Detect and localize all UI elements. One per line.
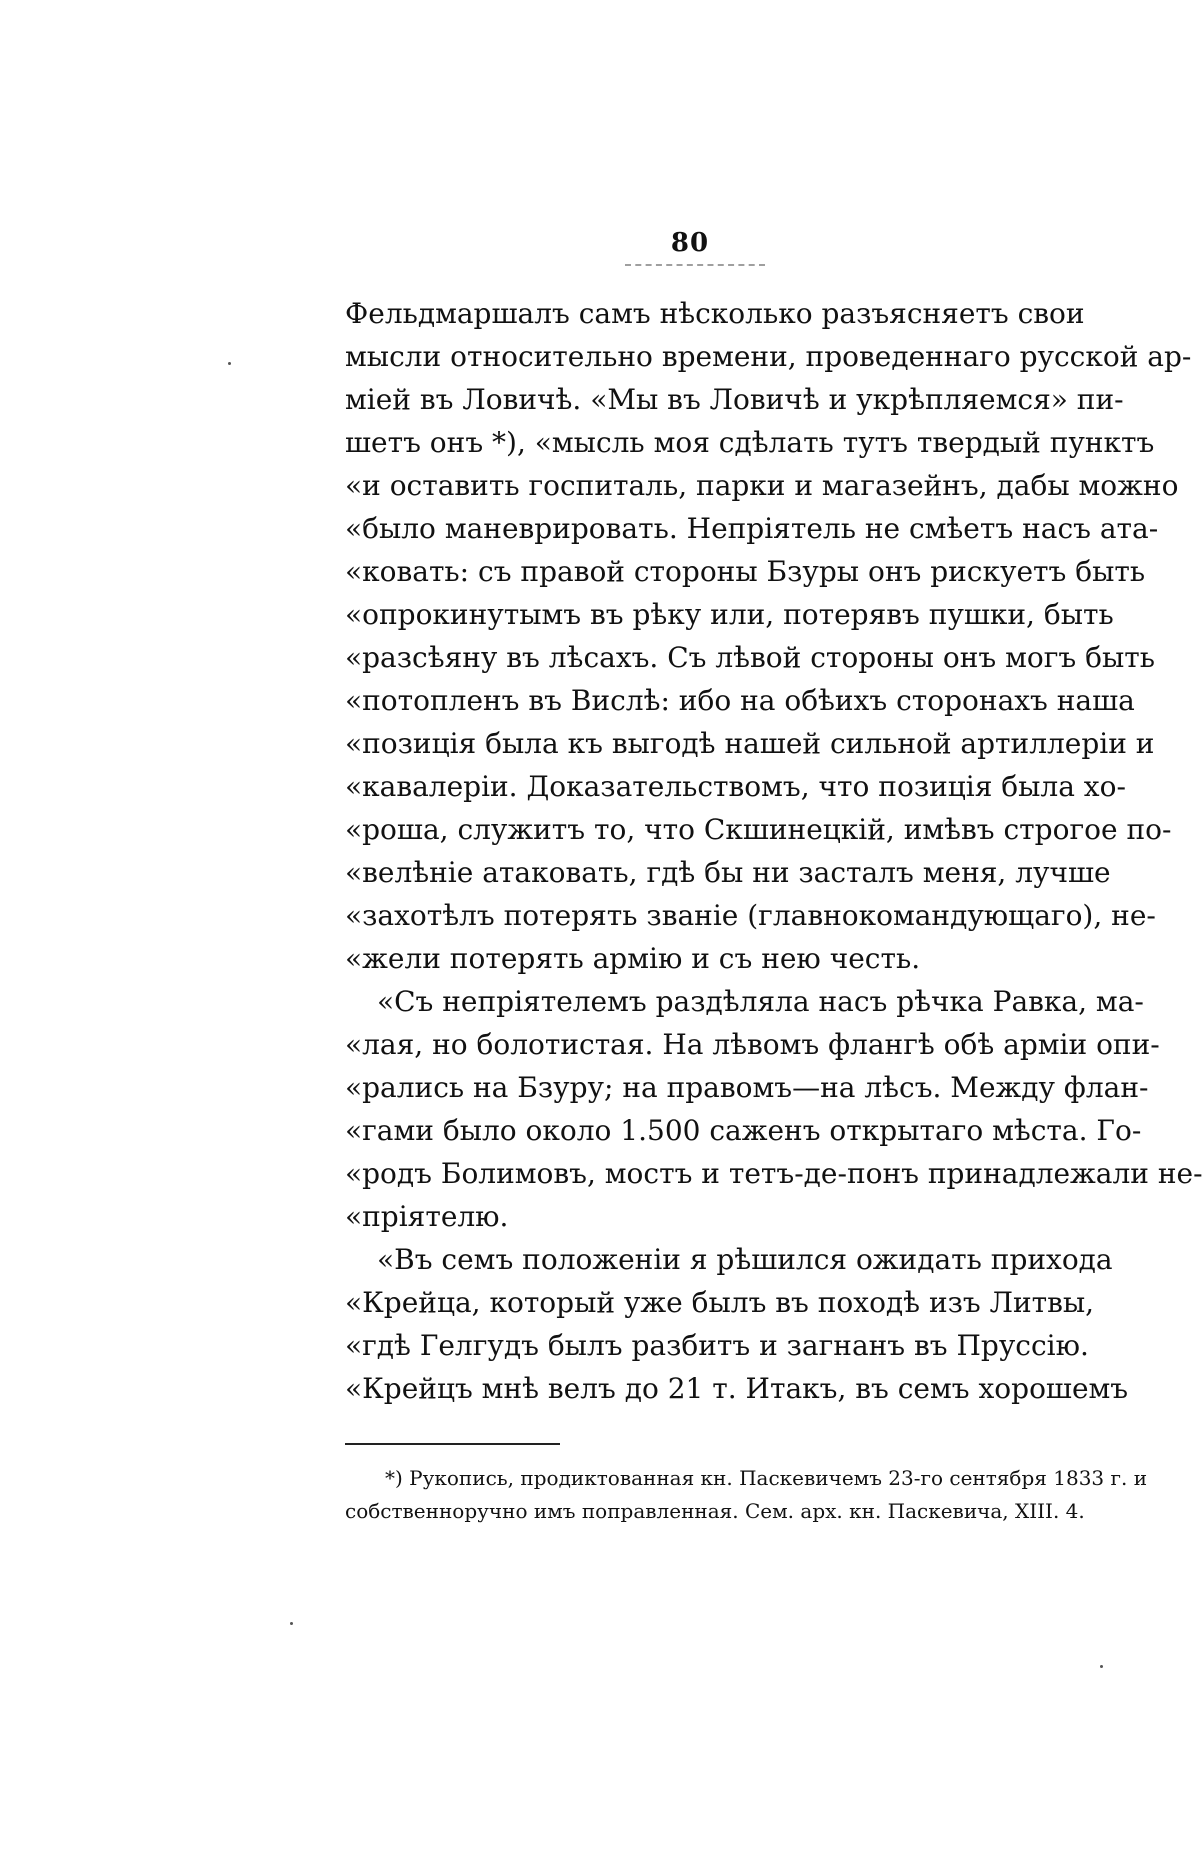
footnote-line: собственноручно имъ поправленная. Сем. арх. кн. Паскевича, XIII. 4. bbox=[345, 1499, 1085, 1523]
text-line: Фельдмаршалъ самъ нѣсколько разъясняетъ свои bbox=[345, 297, 1085, 330]
text-line: міей въ Ловичѣ. «Мы въ Ловичѣ и укрѣпляемся» пи- bbox=[345, 383, 1124, 416]
footnote bbox=[345, 1462, 1148, 1528]
text-line: «гами было около 1.500 саженъ открытаго мѣста. Го- bbox=[345, 1114, 1142, 1147]
text-line: «опрокинутымъ въ рѣку или, потерявъ пушки, быть bbox=[345, 598, 1114, 631]
text-line: «жели потерять армію и съ нею честь. bbox=[345, 942, 921, 975]
text-line: «захотѣлъ потерять званіе (главнокомандующаго), не- bbox=[345, 899, 1156, 932]
page-number-ornament bbox=[625, 264, 765, 266]
text-line: «позиція была къ выгодѣ нашей сильной артиллеріи и bbox=[345, 727, 1155, 760]
text-line: «Съ непріятелемъ раздѣляла насъ рѣчка Равка, ма- bbox=[377, 985, 1144, 1018]
text-line: мысли относительно времени, проведеннаго русской ар- bbox=[345, 340, 1192, 373]
text-line: «Въ семъ положеніи я рѣшился ожидать прихода bbox=[377, 1243, 1113, 1276]
text-line: «гдѣ Гелгудъ былъ разбитъ и загнанъ въ Пруссію. bbox=[345, 1329, 1089, 1362]
scan-speck bbox=[228, 362, 231, 365]
text-line: «Крейцъ мнѣ велъ до 21 т. Итакъ, въ семъ хорошемъ bbox=[345, 1372, 1129, 1405]
text-line: «потопленъ въ Вислѣ: ибо на обѣихъ сторонахъ наша bbox=[345, 684, 1135, 717]
text-line: «рались на Бзуру; на правомъ—на лѣсъ. Между флан- bbox=[345, 1071, 1149, 1104]
text-line: «было маневрировать. Непріятель не смѣетъ насъ ата- bbox=[345, 512, 1159, 545]
text-line: «Крейца, который уже былъ въ походѣ изъ Литвы, bbox=[345, 1286, 1095, 1319]
page-number: 80 bbox=[670, 228, 710, 258]
footnote-line: *) Рукопись, продиктованная кн. Паскевичемъ 23-го сентября 1833 г. и bbox=[385, 1466, 1148, 1490]
scan-speck bbox=[290, 1622, 293, 1625]
text-line: «родъ Болимовъ, мостъ и тетъ-де-понъ принадлежали не- bbox=[345, 1157, 1203, 1190]
text-line: «разсѣяну въ лѣсахъ. Съ лѣвой стороны онъ могъ быть bbox=[345, 641, 1156, 674]
text-line: «роша, служитъ то, что Скшинецкій, имѣвъ строгое по- bbox=[345, 813, 1172, 846]
scan-speck bbox=[1100, 1665, 1103, 1668]
text-line: «и оставить госпиталь, парки и магазейнъ, дабы можно bbox=[345, 469, 1179, 502]
footnote-divider bbox=[345, 1443, 560, 1445]
text-line: шетъ онъ *), «мысль моя сдѣлать тутъ твердый пунктъ bbox=[345, 426, 1155, 459]
body-text bbox=[345, 292, 1203, 1410]
text-line: «лая, но болотистая. На лѣвомъ флангѣ обѣ арміи опи- bbox=[345, 1028, 1160, 1061]
text-line: «ковать: съ правой стороны Бзуры онъ рискуетъ быть bbox=[345, 555, 1146, 588]
text-line: «велѣніе атаковать, гдѣ бы ни засталъ меня, лучше bbox=[345, 856, 1111, 889]
text-line: «пріятелю. bbox=[345, 1200, 509, 1233]
text-line: «кавалеріи. Доказательствомъ, что позиція была хо- bbox=[345, 770, 1126, 803]
